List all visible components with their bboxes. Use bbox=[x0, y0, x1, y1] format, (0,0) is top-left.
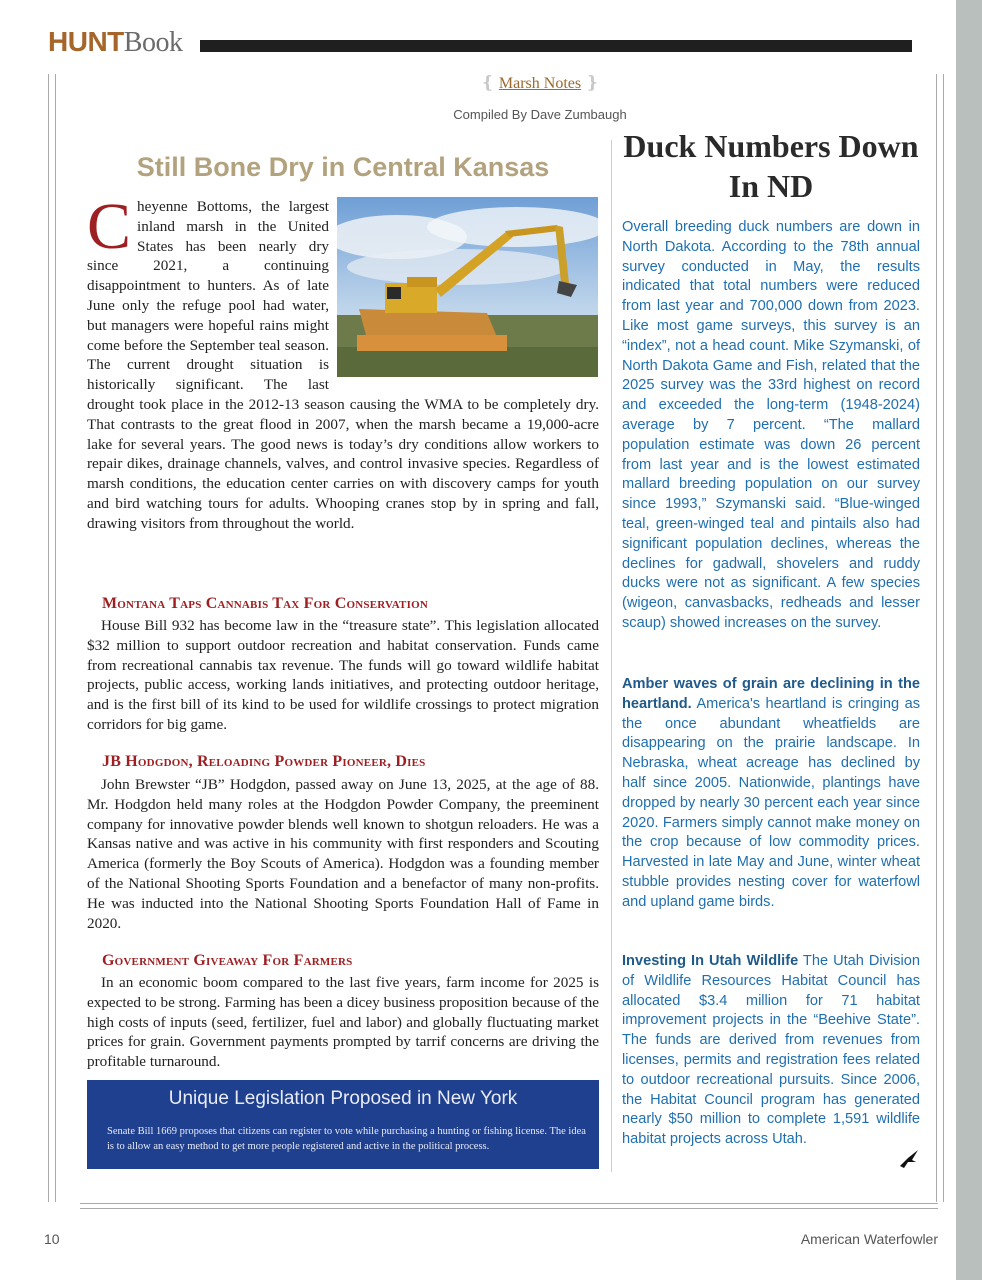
left-brace-icon: ❴ bbox=[480, 73, 495, 92]
farmers-para: In an economic boom compared to the last five years, farm income for 2025 is expected to be strong. Farming has been a dicey business proposition because of the high costs of inputs (seed, fertilizer, fuel and labor) and globally fluctuating market prices for grain. Government payments prompted by tarrif concerns are driving the profitable turnaround. bbox=[87, 974, 599, 1071]
farmers-subhead: Government Giveaway For Farmers bbox=[102, 952, 353, 969]
kansas-para-wrap: heyenne Bottoms, the largest inland marsh in the United States has been nearly dry since 2021, a continuing disappointment to hunters. As of late June only the refuge pool had water, but managers were hopeful rains might come before the September teal season. The current drought bbox=[87, 198, 329, 374]
utah-lead: Investing In Utah Wildlife bbox=[622, 953, 799, 969]
duck-end-mark-icon bbox=[898, 1148, 920, 1170]
page-margin-right bbox=[956, 0, 982, 1280]
drop-cap: C bbox=[87, 190, 132, 263]
brand-hunt: HUNT bbox=[48, 26, 124, 57]
header-rule bbox=[200, 40, 912, 52]
brand-book: Book bbox=[123, 27, 183, 58]
byline: Compiled By Dave Zumbaugh bbox=[453, 107, 627, 122]
kansas-headline: Still Bone Dry in Central Kansas bbox=[136, 152, 550, 182]
magazine-name: American Waterfowler bbox=[800, 1231, 938, 1247]
frame-left-rule bbox=[48, 74, 56, 1202]
page-margin-left bbox=[0, 0, 22, 1280]
column-divider bbox=[611, 140, 612, 1172]
hodgdon-para: John Brewster “JB” Hodgdon, passed away on June 13, 2025, at the age of 88. Mr. Hodgdon held many roles at the Hodgdon Powder Company, the preeminent company for innovative powder blends well known to shotgun reloaders. He was a Kansas native and was active in his community with first responders and Scouting America (formerly the Boy Scouts of America). Hodgdon was a founding member of the National Shooting Sports Foundation and a benefactor of many non-profits. He was inducted into the National Shooting Sports Foundation Hall of Fame in 2020. bbox=[87, 776, 599, 932]
montana-para: House Bill 932 has become law in the “treasure state”. This legislation allocated $32 million to support outdoor recreation and habitat conservation. Funds came from recreational cannabis tax revenue. The funds will go toward wildlife habitat projects, public access, working lands initiatives, and protecting outdoor heritage, and is the first bill of its kind to be used for wildlife crossings to protect migration corridors for big game. bbox=[87, 617, 599, 733]
kansas-para-rest: situation is historically significant. The last drought took place in the 2012-13 season causing the WMA to be completely dry. That contrasts to the great flood in 2007, when the marsh became a 19,000-acre lake for several years. The good news is today’s dry conditions allow workers to repair dikes, drainage channels, valves, and control invasive species. Regardless of marsh conditions, the education center carries on with discovery camps for youth and bird watching tours for adults. Whooping cranes stop by in spring and fall, drawing visitors from throughout the world. bbox=[87, 356, 599, 532]
frame-bottom-rule bbox=[80, 1203, 938, 1209]
utah-para: The Utah Division of Wildlife Resources Habitat Council has allocated $3.4 million for 71 habitat improvement projects in the “Beehive State”. The funds are derived from revenues from licenses, permits and registration fees related to outdoor recreational pursuits. Since 2006, the Habitat Council program has generated nearly $50 million to complete 1,591 wildlife habitat projects across Utah. bbox=[622, 953, 920, 1148]
callout-text: Senate Bill 1669 proposes that citizens can register to vote while purchasing a hunting or fishing license. The idea is to allow an easy method to get more people registered and active in the political process. bbox=[107, 1126, 586, 1152]
duck-para: Overall breeding duck numbers are down in North Dakota. According to the 78th annual survey conducted in May, the results indicated that total numbers were reduced from last year and 700,000 down from 2023. Like most game surveys, this survey is an “index”, not a head count. Mike Szymanski, of North Dakota Game and Fish, related that the 2025 survey was the 33rd highest on record and exceeded the long-term (1948-2024) average by 7 percent. “The mallard population estimate was down 26 percent from last year and is the lowest estimated mallard breeding population on our survey since 1993,” Szymanski said. “Blue-winged teal, green-winged teal and pintails also had significant population declines, whereas the declines for gadwall, shovelers and ruddy ducks were not as significant. A few species (wigeon, canvasbacks, redheads and lesser scaup) showed increases on the survey. bbox=[622, 219, 920, 631]
wheat-para: America's heartland is cringing as the once abundant wheatfields are disappearing on the prairie landscape. In Nebraska, wheat acreage has declined by half since 2005. Nationwide, plantings have dropped by nearly 30 percent each year since 2020. Farmers simply cannot make money on the crop because of low commodity prices. Harvested in late May and June, winter wheat stubble provides nesting cover for waterfowl and upland game birds. bbox=[622, 695, 920, 910]
section-label bbox=[340, 73, 740, 93]
montana-subhead: Montana Taps Cannabis Tax For Conservation bbox=[102, 595, 428, 612]
hodgdon-subhead: JB Hodgdon, Reloading Powder Pioneer, Dies bbox=[102, 753, 426, 770]
kansas-article bbox=[87, 190, 599, 534]
wheat-lead: Amber waves of grain are declining in the heartland. bbox=[622, 676, 920, 712]
callout-title: Unique Legislation Proposed in New York bbox=[168, 1088, 518, 1109]
page-number: 10 bbox=[44, 1231, 60, 1247]
wheat-article bbox=[622, 675, 920, 913]
right-brace-icon: ❵ bbox=[585, 73, 600, 92]
brand-logo bbox=[48, 26, 182, 59]
duck-headline: Duck Numbers Down In ND bbox=[623, 128, 919, 204]
utah-article bbox=[622, 952, 920, 1150]
frame-right-rule bbox=[936, 74, 944, 1202]
new-york-callout bbox=[87, 1080, 599, 1169]
photo-spacer bbox=[329, 197, 599, 379]
section-title: Marsh Notes bbox=[498, 75, 582, 92]
